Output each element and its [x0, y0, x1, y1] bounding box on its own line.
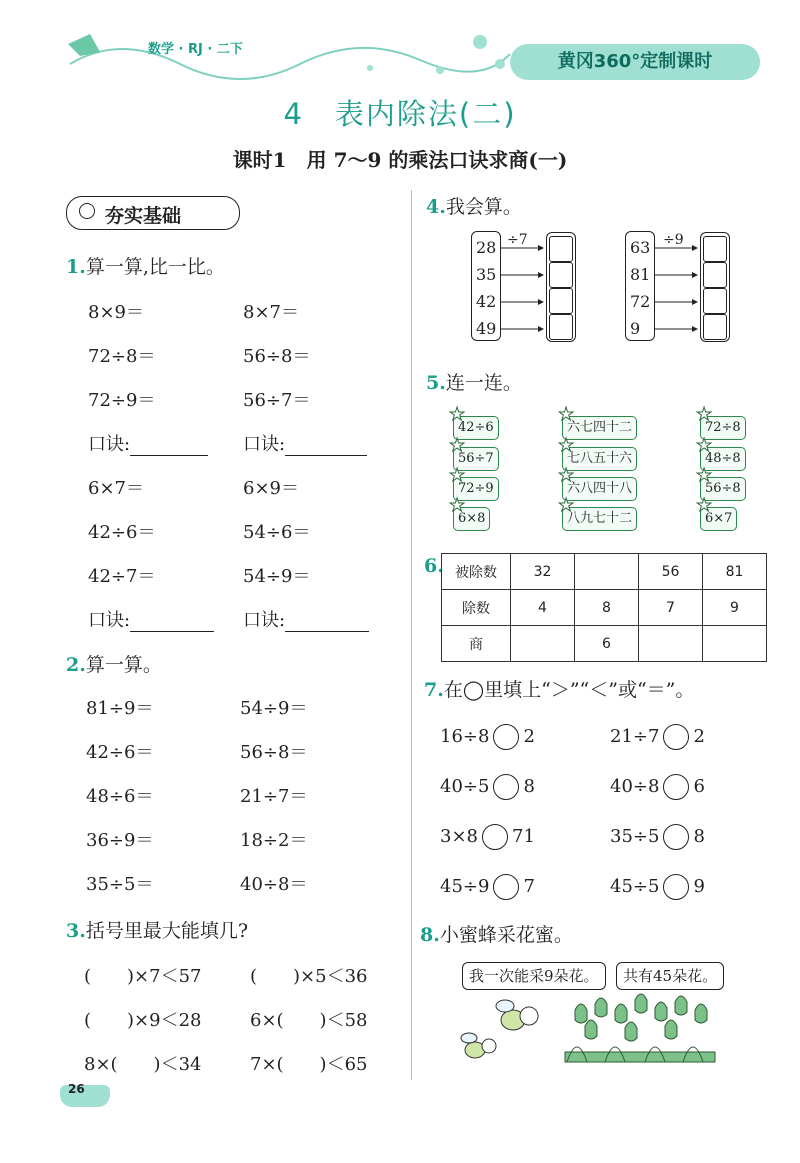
q4-answer-box[interactable]: [703, 314, 727, 340]
header-brand-badge: 黄冈360°定制课时: [510, 44, 760, 80]
star-icon: ★: [696, 465, 713, 486]
section-badge: [66, 196, 240, 230]
row-header: 商: [442, 626, 511, 662]
q1-expr: 42÷6＝: [88, 522, 156, 543]
flowers-speech-bubble: 共有45朵花。: [616, 962, 724, 990]
koujue-label: 口诀:: [88, 610, 131, 631]
page-number: 26: [68, 1082, 85, 1096]
q2-expr: 42÷6＝: [86, 742, 154, 763]
q5-col3-item[interactable]: 6×7: [700, 507, 737, 531]
table-cell: 9: [703, 590, 767, 626]
q7-left: 40÷5: [440, 776, 490, 797]
bee-speech-bubble: 我一次能采9朵花。: [462, 962, 606, 990]
q2-expr: 56÷8＝: [240, 742, 308, 763]
compare-circle[interactable]: [493, 774, 519, 800]
q7-right: 2: [523, 726, 535, 747]
compare-circle[interactable]: [663, 824, 689, 850]
q1-expr: 6×7＝: [88, 478, 144, 499]
q1-expr: 56÷8＝: [243, 346, 311, 367]
q1-koujue: [88, 430, 208, 456]
q4-left-number: 28: [476, 238, 497, 257]
q4-right-number: 9: [630, 319, 641, 338]
q4-left-number: 35: [476, 265, 497, 284]
star-icon: ★: [558, 404, 575, 425]
table-cell[interactable]: [575, 554, 639, 590]
q1-expr: 8×9＝: [88, 302, 144, 323]
header-course-label: 数学 · RJ · 二下: [148, 42, 243, 57]
q3-inequality: ( )×7＜57: [84, 966, 202, 987]
q1-title: 算一算,比一比。: [85, 256, 225, 278]
q3-inequality: 6×( )＜58: [250, 1010, 368, 1031]
q4-right-number: 72: [630, 292, 651, 311]
q4-title: 我会算。: [445, 196, 522, 218]
q4-answer-box[interactable]: [703, 288, 727, 314]
koujue-label: 口诀:: [243, 610, 286, 631]
q2-expr: 18÷2＝: [240, 830, 308, 851]
q4-answer-box[interactable]: [549, 236, 573, 262]
q7-right: 2: [693, 726, 705, 747]
star-icon: ★: [696, 495, 713, 516]
table-cell: 7: [639, 590, 703, 626]
q3-inequality: ( )×9＜28: [84, 1010, 202, 1031]
q4-left-number: 42: [476, 292, 497, 311]
q4-heading: [426, 192, 522, 219]
q5-heading: [426, 368, 522, 395]
q1-heading: [66, 252, 225, 279]
compare-circle[interactable]: [482, 824, 508, 850]
q1-expr: 72÷9＝: [88, 390, 156, 411]
q5-col2-item[interactable]: 八九七十二: [562, 507, 637, 531]
lesson-title: 课时1 用 7～9 的乘法口诀求商(一): [232, 148, 568, 172]
q6-table: [441, 553, 767, 662]
star-icon: ★: [696, 435, 713, 456]
q7-heading: [424, 675, 694, 702]
q2-title: 算一算。: [85, 654, 162, 676]
bee-icon: [461, 1000, 538, 1058]
q4-left-number: 49: [476, 319, 497, 338]
q1-expr: 72÷8＝: [88, 346, 156, 367]
q2-expr: 54÷9＝: [240, 698, 308, 719]
q5-col1-item[interactable]: 56÷7: [453, 447, 499, 471]
q7-number: 7.: [424, 679, 444, 701]
q7-compare: [610, 774, 705, 800]
q1-koujue: [88, 606, 214, 632]
q4-answer-box[interactable]: [549, 262, 573, 288]
q5-title: 连一连。: [445, 372, 522, 394]
q7-left: 35÷5: [610, 826, 660, 847]
table-cell[interactable]: [511, 626, 575, 662]
unit-title: 4 表内除法(二): [283, 97, 517, 131]
q4-right-number: 63: [630, 238, 651, 257]
q3-inequality: 7×( )＜65: [250, 1054, 368, 1075]
q5-col2-item[interactable]: 七八五十六: [562, 447, 637, 471]
table-cell[interactable]: [639, 626, 703, 662]
table-cell: 4: [511, 590, 575, 626]
q4-answer-box[interactable]: [703, 262, 727, 288]
q4-left-arrows: [499, 232, 547, 340]
compare-circle[interactable]: [493, 724, 519, 750]
koujue-label: 口诀:: [88, 434, 131, 455]
q5-number: 5.: [426, 372, 446, 394]
q7-compare: [440, 774, 535, 800]
q2-number: 2.: [66, 654, 86, 676]
q1-expr: 8×7＝: [243, 302, 299, 323]
q8-number: 8.: [420, 924, 440, 946]
q7-right: 8: [523, 776, 535, 797]
table-row: [442, 626, 767, 662]
q4-right-arrows: [653, 232, 701, 340]
q4-right-operator: ÷9: [663, 232, 684, 248]
q7-compare: [610, 874, 705, 900]
q8-title: 小蜜蜂采花蜜。: [439, 924, 573, 946]
compare-circle[interactable]: [663, 774, 689, 800]
q5-col1-item[interactable]: 72÷9: [453, 477, 499, 501]
table-cell: 32: [511, 554, 575, 590]
q2-expr: 21÷7＝: [240, 786, 308, 807]
badge-dot-icon: [79, 203, 95, 219]
q7-compare: [610, 724, 705, 750]
header-vine-decoration: [60, 24, 520, 94]
star-icon: ★: [558, 465, 575, 486]
q5-col3-item[interactable]: 72÷8: [700, 416, 746, 440]
flower-bed-icon: [565, 994, 715, 1062]
q7-title: 在◯里填上“＞”“＜”或“＝”。: [443, 679, 695, 701]
q1-koujue: [243, 430, 367, 456]
q2-expr: 36÷9＝: [86, 830, 154, 851]
q7-left: 3×8: [440, 826, 478, 847]
star-icon: ★: [558, 495, 575, 516]
q1-number: 1.: [66, 256, 86, 278]
q2-expr: 48÷6＝: [86, 786, 154, 807]
star-icon: ★: [696, 404, 713, 425]
table-row: [442, 590, 767, 626]
star-icon: ★: [449, 495, 466, 516]
table-row: [442, 554, 767, 590]
q4-right-number: 81: [630, 265, 651, 284]
compare-circle[interactable]: [663, 874, 689, 900]
row-header: 除数: [442, 590, 511, 626]
q5-col2-item[interactable]: 六七四十二: [562, 416, 637, 440]
q2-expr: 35÷5＝: [86, 874, 154, 895]
q1-expr: 6×9＝: [243, 478, 299, 499]
q1-expr: 56÷7＝: [243, 390, 311, 411]
section-label: 夯实基础: [105, 205, 182, 227]
koujue-blank[interactable]: [285, 613, 369, 632]
q7-left: 16÷8: [440, 726, 490, 747]
table-cell: 6: [575, 626, 639, 662]
q5-col1-item[interactable]: 6×8: [453, 507, 490, 531]
q5-col3-item[interactable]: 56÷8: [700, 477, 746, 501]
q7-left: 45÷5: [610, 876, 660, 897]
q4-left-operator: ÷7: [507, 232, 528, 248]
q5-col1-item[interactable]: 42÷6: [453, 416, 499, 440]
q5-col2-item[interactable]: 六八四十八: [562, 477, 637, 501]
q3-heading: [66, 916, 248, 943]
q1-expr: 54÷9＝: [243, 566, 311, 587]
q3-title: 括号里最大能填几?: [85, 920, 249, 942]
table-cell: 56: [639, 554, 703, 590]
q4-answer-box[interactable]: [703, 236, 727, 262]
q7-left: 40÷8: [610, 776, 660, 797]
q4-answer-box[interactable]: [549, 314, 573, 340]
q1-expr: 42÷7＝: [88, 566, 156, 587]
q2-heading: [66, 650, 162, 677]
q7-left: 21÷7: [610, 726, 660, 747]
star-icon: ★: [449, 404, 466, 425]
q4-number: 4.: [426, 196, 446, 218]
table-cell[interactable]: [703, 626, 767, 662]
q7-compare: [610, 824, 705, 850]
koujue-blank[interactable]: [130, 437, 208, 456]
star-icon: ★: [558, 435, 575, 456]
table-cell: 8: [575, 590, 639, 626]
q3-inequality: 8×( )＜34: [84, 1054, 202, 1075]
q3-inequality: ( )×5＜36: [250, 966, 368, 987]
star-icon: ★: [449, 435, 466, 456]
q2-expr: 40÷8＝: [240, 874, 308, 895]
q7-right: 71: [512, 826, 535, 847]
q7-right: 6: [693, 776, 705, 797]
q3-number: 3.: [66, 920, 86, 942]
q7-compare: [440, 824, 535, 850]
koujue-blank[interactable]: [285, 437, 367, 456]
q7-right: 8: [693, 826, 705, 847]
row-header: 被除数: [442, 554, 511, 590]
table-cell: 81: [703, 554, 767, 590]
column-divider: [411, 190, 412, 1080]
q2-expr: 81÷9＝: [86, 698, 154, 719]
q7-compare: [440, 724, 535, 750]
compare-circle[interactable]: [663, 724, 689, 750]
q8-heading: [420, 920, 573, 947]
q7-right: 7: [523, 876, 535, 897]
koujue-label: 口诀:: [243, 434, 286, 455]
q7-right: 9: [693, 876, 705, 897]
bees-and-flowers-illustration: [455, 990, 745, 1075]
q1-expr: 54÷6＝: [243, 522, 311, 543]
q1-koujue: [243, 606, 369, 632]
q7-left: 45÷9: [440, 876, 490, 897]
compare-circle[interactable]: [493, 874, 519, 900]
q6-number: 6.: [424, 555, 444, 577]
q7-compare: [440, 874, 535, 900]
star-icon: ★: [449, 465, 466, 486]
q4-answer-box[interactable]: [549, 288, 573, 314]
q5-col3-item[interactable]: 48÷8: [700, 447, 746, 471]
koujue-blank[interactable]: [130, 613, 214, 632]
